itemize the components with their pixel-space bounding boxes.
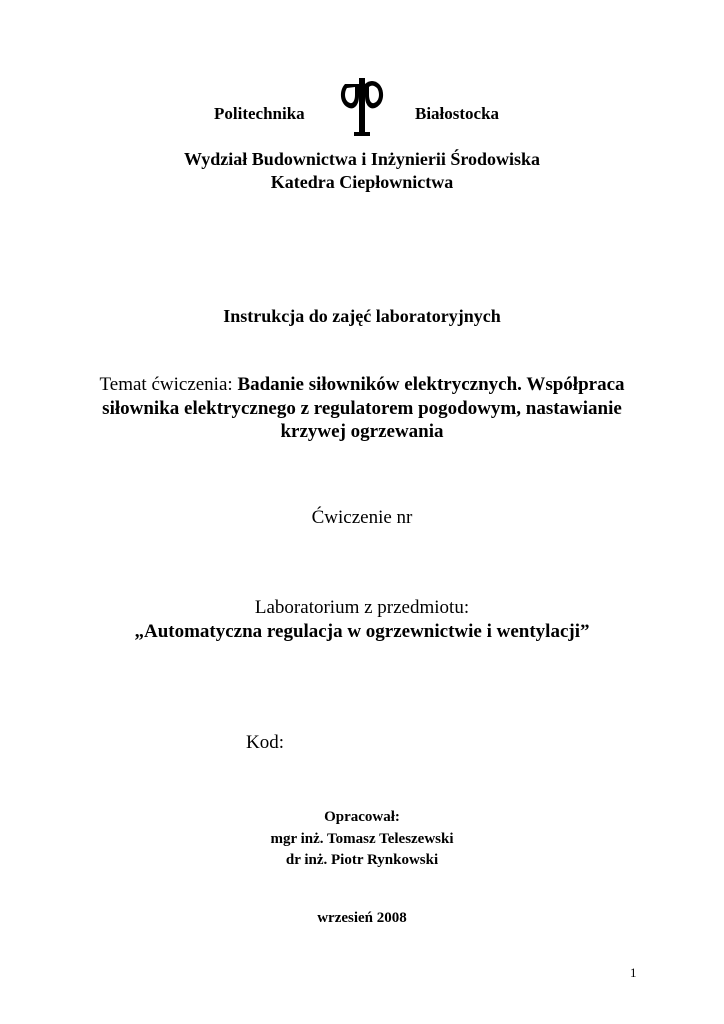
course-label: Laboratorium z przedmiotu: [254, 597, 470, 618]
exercise-number-label: Ćwiczenie nr [311, 507, 413, 528]
topic-label: Temat ćwiczenia: [99, 374, 233, 395]
topic-line-3: krzywej ogrzewania [280, 421, 444, 442]
authors-label: Opracował: [324, 809, 400, 825]
author-2: dr inż. Piotr Rynkowski [285, 852, 439, 868]
course-title: „Automatyczna regulacja w ogrzewnictwie i wentylacji” [134, 621, 590, 642]
topic-line-1 [0, 374, 724, 396]
author-1: mgr inż. Tomasz Teleszewski [270, 831, 454, 847]
university-name-right: Białostocka [415, 104, 500, 123]
faculty-name: Wydział Budownictwa i Inżynierii Środowiska [183, 149, 541, 169]
university-logo-icon [337, 74, 387, 140]
topic-title-part-1: Badanie siłowników elektrycznych. Współpraca [237, 374, 625, 395]
university-name-left: Politechnika [214, 104, 305, 123]
page-number: 1 [630, 965, 637, 980]
document-date: wrzesień 2008 [317, 910, 407, 926]
document-type: Instrukcja do zajęć laboratoryjnych [223, 306, 501, 326]
topic-line-2: siłownika elektrycznego z regulatorem pogodowym, nastawianie [102, 398, 622, 419]
code-label: Kod: [246, 732, 284, 753]
department-name: Katedra Ciepłownictwa [270, 172, 454, 192]
